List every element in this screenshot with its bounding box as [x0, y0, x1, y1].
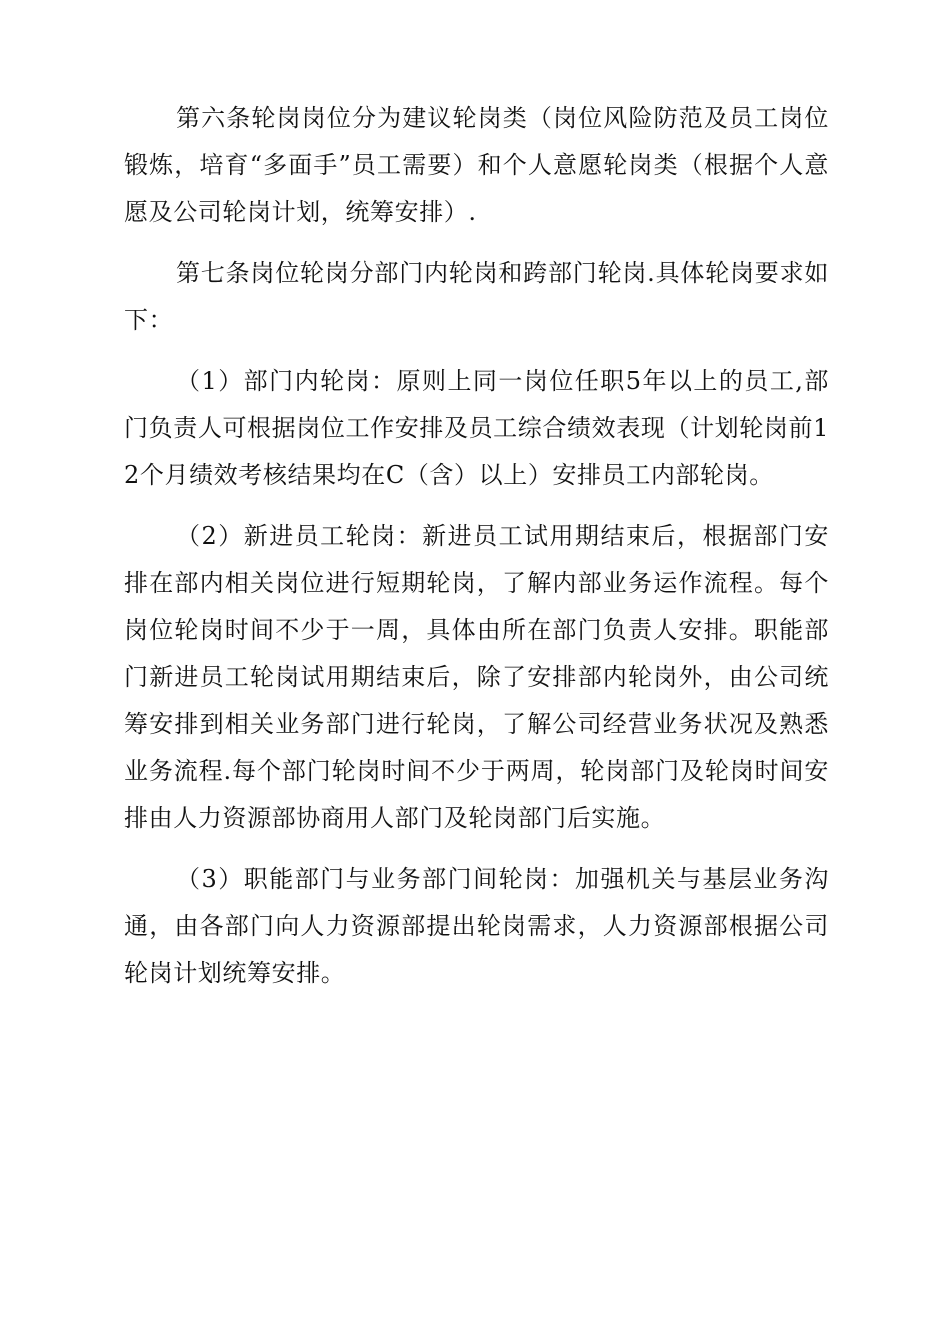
paragraph-article-7: 第七条岗位轮岗分部门内轮岗和跨部门轮岗.具体轮岗要求如下：: [124, 259, 829, 334]
paragraph-item-1: （1）部门内轮岗：原则上同一岗位任职5年以上的员工,部门负责人可根据岗位工作安排及员工综合绩效表现（计划轮岗前12个月绩效考核结果均在C（含）以上）安排员工内部轮岗。: [124, 367, 829, 489]
paragraph-article-6: 第六条轮岗岗位分为建议轮岗类（岗位风险防范及员工岗位锻炼，培育“多面手”员工需要）和个人意愿轮岗类（根据个人意愿及公司轮岗计划，统筹安排）.: [124, 104, 829, 226]
paragraph-item-3: （3）职能部门与业务部门间轮岗：加强机关与基层业务沟通，由各部门向人力资源部提出轮岗需求，人力资源部根据公司轮岗计划统筹安排。: [124, 865, 829, 987]
paragraph-item-2: （2）新进员工轮岗：新进员工试用期结束后，根据部门安排在部内相关岗位进行短期轮岗，了解内部业务运作流程。每个岗位轮岗时间不少于一周，具体由所在部门负责人安排。职能部门新进员工轮岗试用期结束后，除了安排部内轮岗外，由公司统筹安排到相关业务部门进行轮岗，了解公司经营业务状况及熟悉业务流程.每个部门轮岗时间不少于两周，轮岗部门及轮岗时间安排由人力资源部协商用人部门及轮岗部门后实施。: [124, 522, 829, 832]
document-body: [124, 95, 829, 1011]
